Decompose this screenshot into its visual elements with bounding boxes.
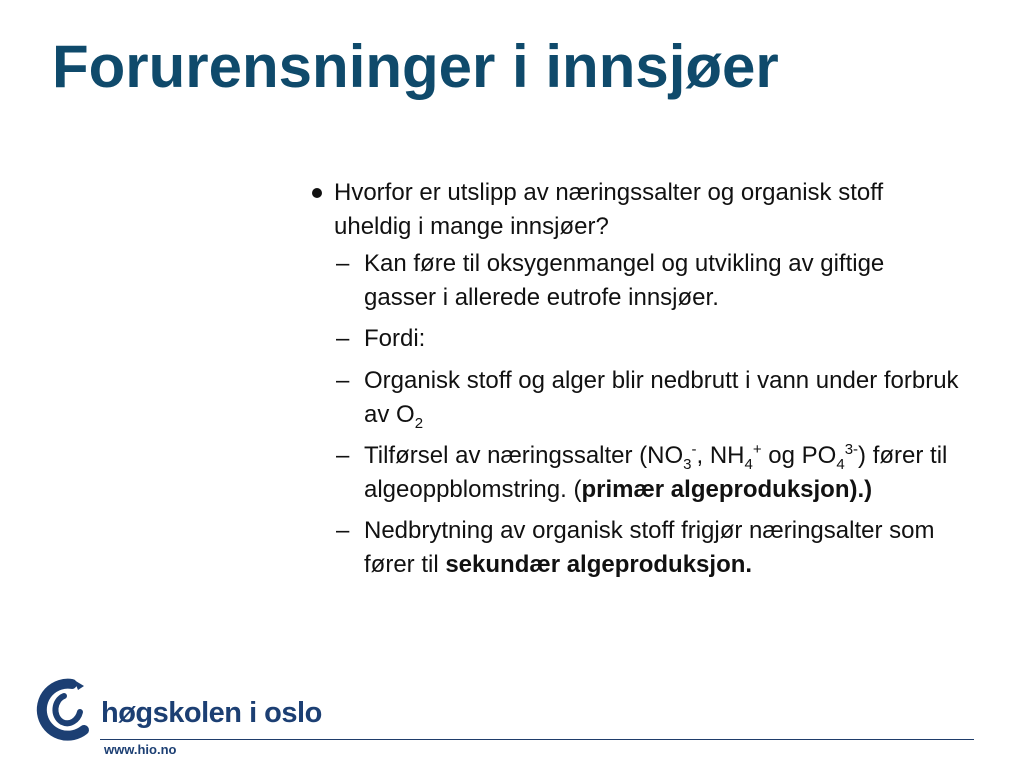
dash-icon: – (336, 517, 350, 545)
hio-logo-icon (34, 676, 96, 744)
slide-title: Forurensninger i innsjøer (52, 33, 779, 100)
sub-item-5 (312, 514, 962, 581)
bullet-text: Hvorfor er utslipp av næringssalter og organisk stoff uheldig i mange innsjøer? (334, 179, 884, 240)
dash-icon: – (336, 366, 350, 394)
footer-divider (100, 739, 974, 740)
bullet-dot-icon (312, 188, 322, 198)
sub-item-4-text: Tilførsel av næringssalter ($NO_3^-$, $NH_4^+$ og $PO_4^{3-}$) fører til algeoppblomstring. (primær algeproduksjon).) (364, 441, 948, 503)
dash-icon: – (336, 442, 350, 470)
dash-icon: – (336, 325, 350, 353)
sub-item-1-text: Kan føre til oksygenmangel og utvikling av giftige gasser i allerede eutrofe innsjøer. (364, 250, 885, 311)
dash-icon: – (336, 250, 350, 278)
sub-item-3-text: Organisk stoff og alger blir nedbrutt i vann under forbruk av $O_2$ (364, 366, 959, 432)
slide-content (312, 176, 962, 590)
sub-list (312, 247, 962, 581)
site-url[interactable]: www.hio.no (104, 742, 177, 757)
sub-item-4 (312, 439, 962, 506)
sub-item-1 (312, 247, 962, 314)
sub-item-2-text: Fordi: (364, 325, 426, 353)
bullet-item (312, 176, 962, 243)
sub-item-5-text: Nedbrytning av organisk stoff frigjør næringsalter som fører til sekundær algeproduksjon. (364, 517, 935, 578)
logo-text: høgskolen i oslo (101, 697, 322, 729)
sub-item-2 (312, 322, 962, 356)
sub-item-3 (312, 364, 962, 431)
